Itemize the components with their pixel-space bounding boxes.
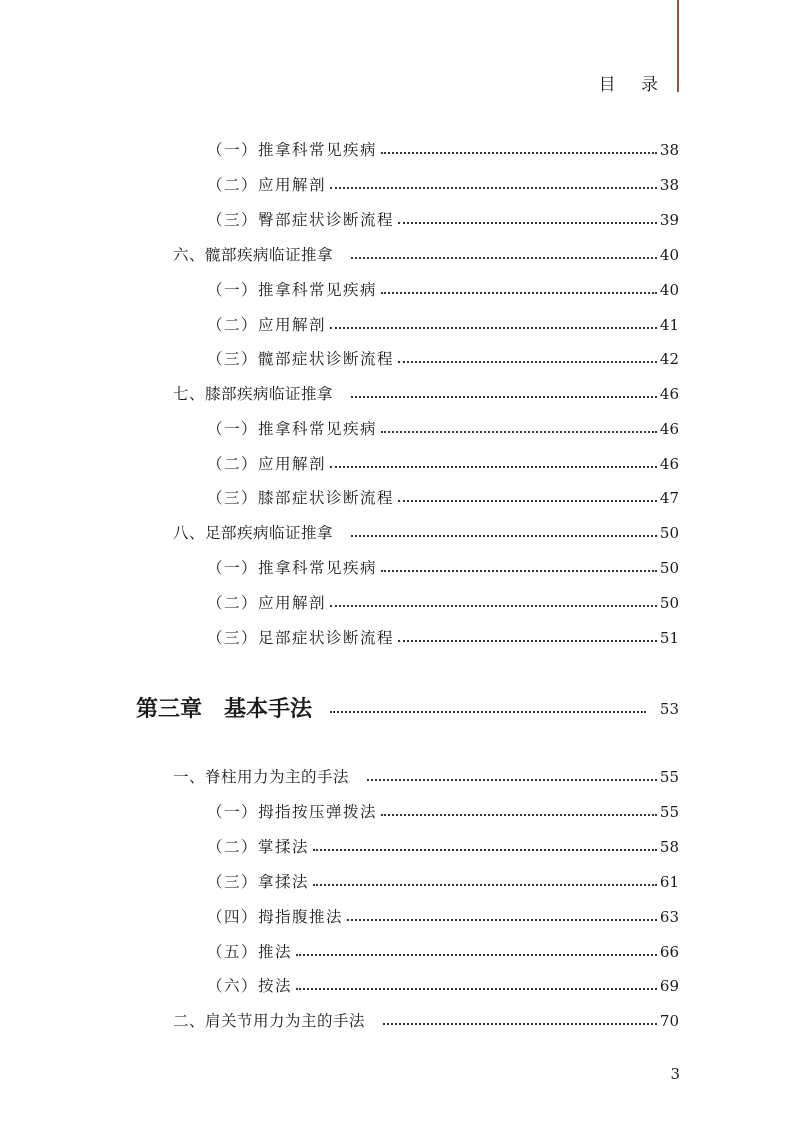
toc-leader-dots [330,604,657,607]
page-header-title: 目 录 [598,75,668,95]
toc-leader-dots [381,151,657,154]
toc-leader-dots [313,883,657,886]
toc-entry-label: （三）臀部症状诊断流程 [207,210,395,229]
toc-section-label: 六、髋部疾病临证推拿 [173,245,334,264]
toc-entry[interactable] [207,585,679,611]
toc-leader-dots [351,534,657,537]
toc-leader-dots [296,987,657,990]
toc-leader-dots [381,569,657,572]
toc-entry-page: 46 [659,455,679,473]
toc-section-page: 40 [659,246,679,264]
toc-entry[interactable] [207,167,679,193]
toc-section-label: 七、膝部疾病临证推拿 [173,384,334,403]
toc-entry-page: 61 [659,873,679,891]
toc-leader-dots [330,710,646,713]
toc-entry[interactable] [207,899,679,925]
toc-entry-page: 51 [659,629,679,647]
toc-section[interactable] [173,515,679,541]
toc-leader-dots [330,186,657,189]
toc-chapter[interactable] [136,688,679,720]
toc-leader-dots [381,291,657,294]
toc-entry-label: （一）推拿科常见疾病 [207,280,378,299]
toc-section[interactable] [173,759,679,785]
toc-entry-page: 46 [659,420,679,438]
toc-entry-label: （三）膝部症状诊断流程 [207,488,395,507]
toc-entry[interactable] [207,480,679,506]
toc-entry[interactable] [207,272,679,298]
toc-entry-label: （二）掌揉法 [207,837,310,856]
toc-entry-label: （二）应用解剖 [207,175,327,194]
toc-leader-dots [383,1022,657,1025]
toc-entry-label: （二）应用解剖 [207,593,327,612]
toc-entry[interactable] [207,794,679,820]
toc-section-label: 一、脊柱用力为主的手法 [173,767,350,786]
toc-entry-page: 66 [659,943,679,961]
toc-section-page: 46 [659,385,679,403]
toc-entry-page: 42 [659,350,679,368]
toc-entry[interactable] [207,411,679,437]
toc-entry-label: （一）推拿科常见疾病 [207,558,378,577]
toc-leader-dots [398,221,657,224]
toc-entry-page: 38 [659,141,679,159]
toc-entry-label: （二）应用解剖 [207,454,327,473]
toc-leader-dots [398,639,657,642]
toc-entry-label: （五）推法 [207,942,293,961]
toc-entry[interactable] [207,202,679,228]
toc-leader-dots [296,953,657,956]
toc-entry-label: （一）推拿科常见疾病 [207,419,378,438]
toc-entry-page: 40 [659,281,679,299]
toc-leader-dots [351,395,657,398]
toc-chapter-page: 53 [659,700,679,718]
toc-entry[interactable] [207,934,679,960]
toc-entry[interactable] [207,620,679,646]
toc-entry[interactable] [207,307,679,333]
toc-entry-label: （三）拿揉法 [207,872,310,891]
toc-entry-page: 50 [659,559,679,577]
toc-entry-page: 55 [659,803,679,821]
toc-entry-page: 39 [659,211,679,229]
toc-leader-dots [330,326,657,329]
toc-leader-dots [398,499,657,502]
toc-leader-dots [381,430,657,433]
toc-section[interactable] [173,1003,679,1029]
toc-entry-label: （一）推拿科常见疾病 [207,140,378,159]
toc-entry-label: （一）拇指按压弹拨法 [207,802,378,821]
toc-entry-page: 69 [659,977,679,995]
toc-section-label: 八、足部疾病临证推拿 [173,523,334,542]
toc-leader-dots [367,778,657,781]
toc-entry[interactable] [207,968,679,994]
toc-leader-dots [330,465,657,468]
toc-section-label: 二、肩关节用力为主的手法 [173,1011,366,1030]
toc-entry-page: 58 [659,838,679,856]
toc-entry-page: 50 [659,594,679,612]
toc-entry[interactable] [207,864,679,890]
page-number: 3 [670,1065,680,1083]
toc-entry-label: （四）拇指腹推法 [207,907,344,926]
toc-leader-dots [351,256,657,259]
toc-entry[interactable] [207,829,679,855]
toc-section[interactable] [173,237,679,263]
toc-chapter-label: 第三章 基本手法 [136,696,313,722]
toc-leader-dots [398,360,657,363]
toc-section-page: 70 [659,1012,679,1030]
toc-entry-page: 47 [659,489,679,507]
toc-leader-dots [313,848,657,851]
toc-entry[interactable] [207,550,679,576]
toc-entry-label: （二）应用解剖 [207,315,327,334]
toc-section-page: 55 [659,768,679,786]
toc-entry-label: （三）髋部症状诊断流程 [207,349,395,368]
toc-entry-page: 41 [659,316,679,334]
toc-leader-dots [347,918,657,921]
toc-section[interactable] [173,376,679,402]
toc-entry-label: （六）按法 [207,976,293,995]
toc-entry-page: 63 [659,908,679,926]
toc-entry[interactable] [207,341,679,367]
toc-entry-label: （三）足部症状诊断流程 [207,628,395,647]
toc-entry[interactable] [207,446,679,472]
toc-entry[interactable] [207,132,679,158]
toc-entry-page: 38 [659,176,679,194]
toc-section-page: 50 [659,524,679,542]
toc-leader-dots [381,813,657,816]
